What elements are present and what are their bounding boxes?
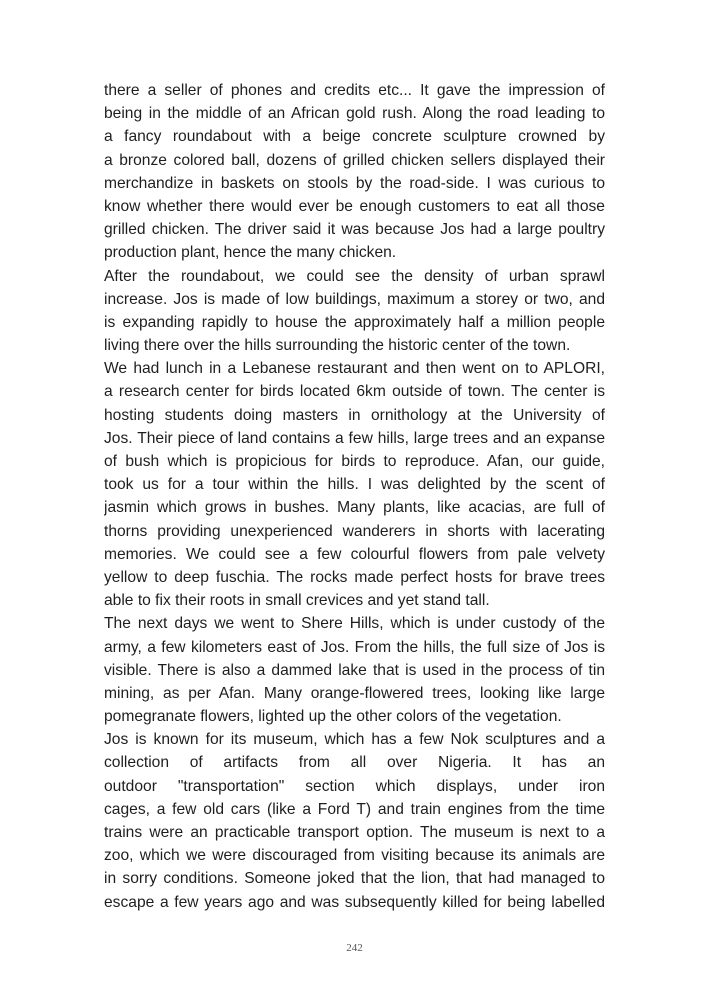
text-line: After the roundabout, we could see the density of urban sprawl <box>104 267 605 285</box>
text-line: memories. We could see a few colourful flowers from pale velvety <box>104 545 605 563</box>
text-line: army, a few kilometers east of Jos. From the hills, the full size of Jos is <box>104 638 605 656</box>
text-line: know whether there would ever be enough customers to eat all those <box>104 197 605 215</box>
page-number: 242 <box>346 942 363 954</box>
text-line: yellow to deep fuschia. The rocks made perfect hosts for brave trees <box>104 568 605 586</box>
text-line: in sorry conditions. Someone joked that the lion, that had managed to <box>104 870 605 888</box>
text-line: Jos is known for its museum, which has a few Nok sculptures and a <box>104 731 605 749</box>
text-line: outdoor "transportation" section which displays, under iron <box>104 777 605 795</box>
text-line: of bush which is propicious for birds to reproduce. Afan, our guide, <box>104 453 605 470</box>
text-line: thorns providing unexperienced wanderers in shorts with lacerating <box>104 522 605 540</box>
text-line: zoo, which we were discouraged from visiting because its animals are <box>104 847 605 865</box>
text-line: We had lunch in a Lebanese restaurant and then went on to APLORI, <box>104 360 605 378</box>
text-line: production plant, hence the many chicken. <box>104 244 397 262</box>
text-line: trains were an practicable transport option. The museum is next to a <box>104 824 605 841</box>
text-line: took us for a tour within the hills. I was delighted by the scent of <box>104 476 605 494</box>
text-line: jasmin which grows in bushes. Many plants, like acacias, are full of <box>104 499 605 517</box>
text-line: collection of artifacts from all over Nigeria. It has an <box>104 754 605 772</box>
text-line: being in the middle of an African gold rush. Along the road leading to <box>104 105 605 123</box>
text-line: merchandize in baskets on stools by the road-side. I was curious to <box>104 174 605 192</box>
text-line: hosting students doing masters in ornithology at the University of <box>104 406 605 424</box>
text-line: living there over the hills surrounding the historic center of the town. <box>104 337 571 355</box>
text-line: a research center for birds located 6km outside of town. The center is <box>104 383 605 401</box>
text-line: increase. Jos is made of low buildings, maximum a storey or two, and <box>104 290 605 308</box>
text-line: The next days we went to Shere Hills, which is under custody of the <box>104 615 605 633</box>
text-line: Jos. Their piece of land contains a few hills, large trees and an expanse <box>104 429 605 447</box>
text-line: mining, as per Afan. Many orange-flowered trees, looking like large <box>104 684 605 702</box>
text-line: able to fix their roots in small crevices and yet stand tall. <box>104 592 490 610</box>
text-line: pomegranate flowers, lighted up the other colors of the vegetation. <box>104 708 562 726</box>
text-line: there a seller of phones and credits etc... It gave the impression of <box>104 82 605 99</box>
text-line: escape a few years ago and was subsequently killed for being labelled <box>104 893 605 911</box>
text-line: a bronze colored ball, dozens of grilled chicken sellers displayed their <box>104 151 605 169</box>
text-line: visible. There is also a dammed lake that is used in the process of tin <box>104 661 605 679</box>
text-line: a fancy roundabout with a beige concrete sculpture crowned by <box>104 128 605 146</box>
text-line: is expanding rapidly to house the approximately half a million people <box>104 313 605 331</box>
text-line: cages, a few old cars (like a Ford T) and train engines from the time <box>104 800 605 818</box>
body-text <box>104 79 605 914</box>
text-line: grilled chicken. The driver said it was because Jos had a large poultry <box>104 221 605 239</box>
